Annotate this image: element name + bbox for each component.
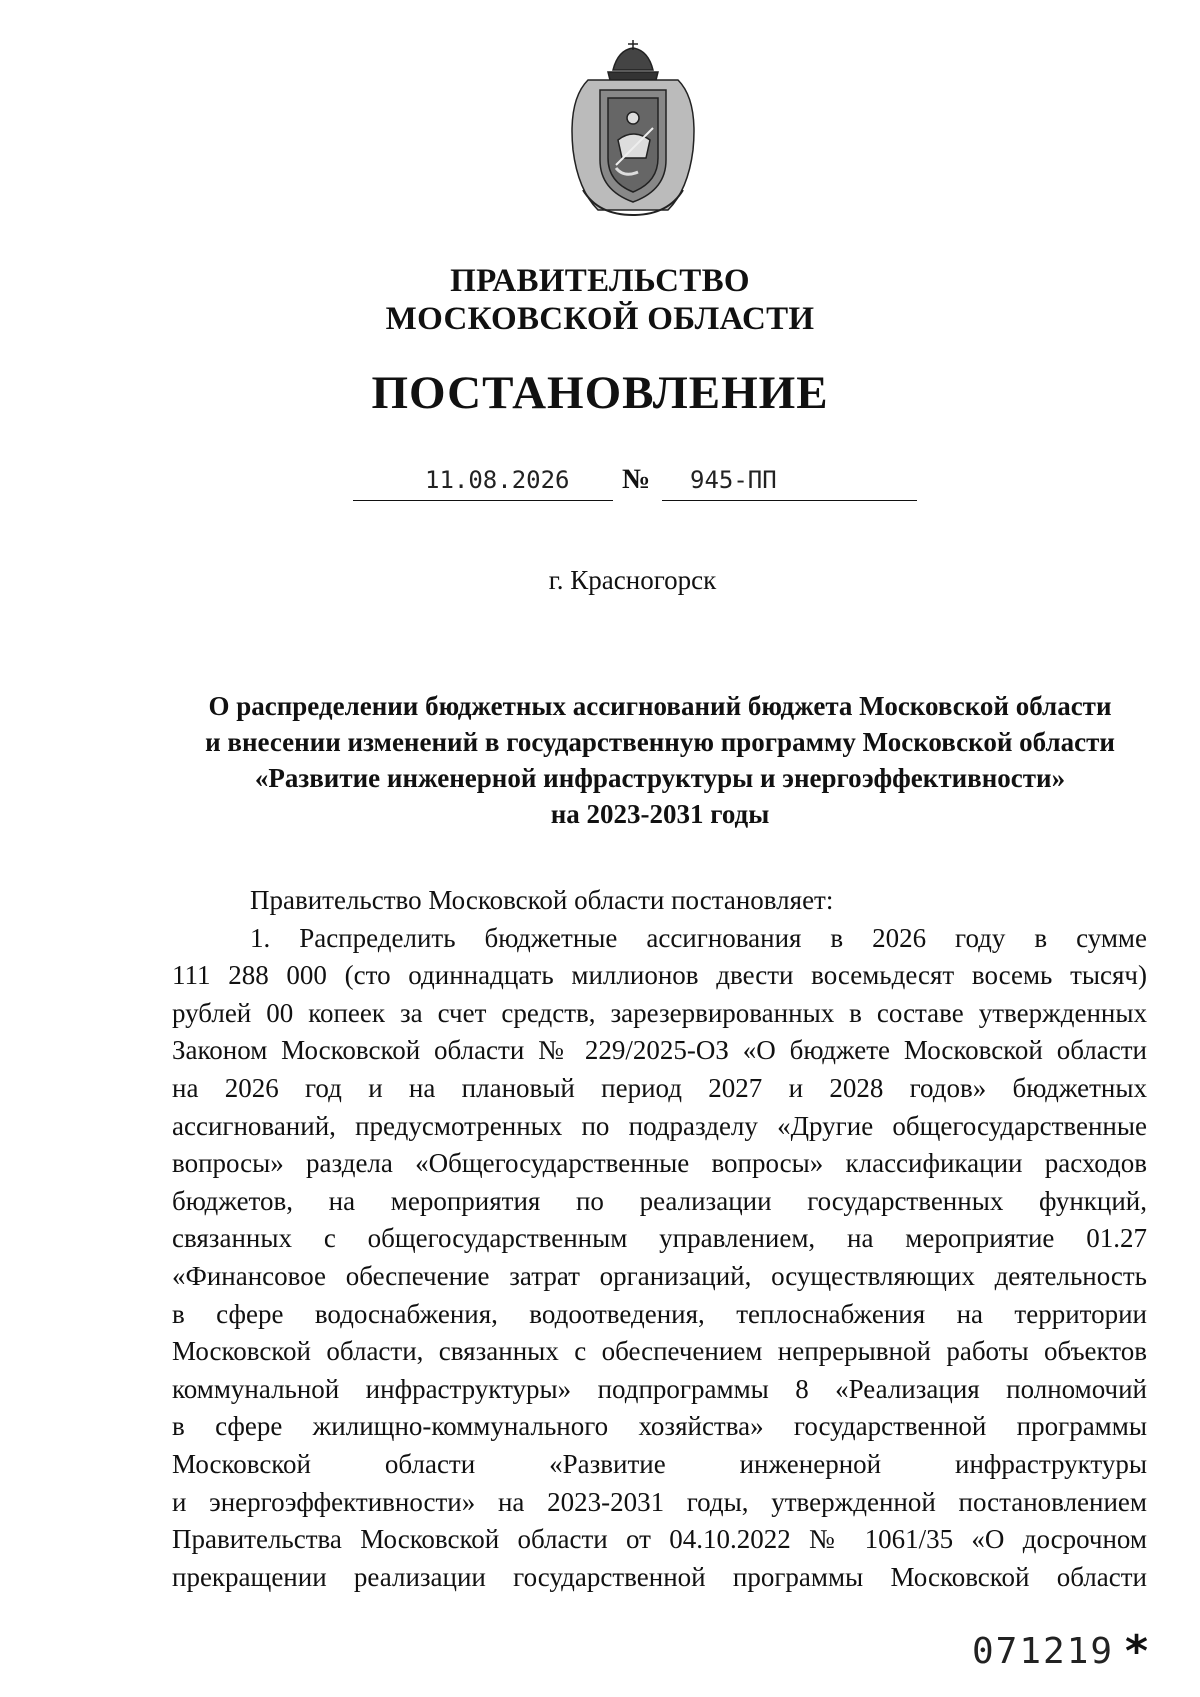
body-line: бюджетов, на мероприятия по реализации государственных функций,	[172, 1185, 1147, 1216]
body-line: в сфере водоснабжения, водоотведения, теплоснабжения на территории	[172, 1298, 1147, 1329]
date-field	[353, 460, 613, 501]
authority-name-line1: ПРАВИТЕЛЬСТВО	[450, 263, 750, 299]
body-line: Правительства Московской области от 04.10.2022 № 1061/35 «О досрочном	[172, 1524, 1147, 1555]
body-line: 1. Распределить бюджетные ассигнования в 2026 году в сумме	[250, 922, 1147, 953]
city-line: г. Красногорск	[548, 565, 717, 595]
body-line: в сфере жилищно-коммунального хозяйства» государственной программы	[172, 1411, 1147, 1442]
subject-line: и внесении изменений в государственную программу Московской области	[205, 727, 1115, 757]
body-line: Московской области «Развитие инженерной инфраструктуры	[172, 1448, 1147, 1479]
body-line: 111 288 000 (сто одиннадцать миллионов двести восемьдесят восемь тысяч)	[172, 960, 1147, 991]
body-line: Законом Московской области № 229/2025-ОЗ «О бюджете Московской области	[172, 1035, 1147, 1066]
body-line: вопросы» раздела «Общегосударственные вопросы» классификации расходов	[172, 1148, 1147, 1179]
body-line: прекращении реализации государственной программы Московской области	[172, 1561, 1147, 1592]
body-intro-line: Правительство Московской области постановляет:	[250, 885, 834, 915]
body-line: рублей 00 копеек за счет средств, зарезервированных в составе утвержденных	[172, 997, 1147, 1028]
moscow-oblast-coat-of-arms-icon	[558, 40, 708, 220]
body-line: и энергоэффективности» на 2023-2031 годы, утвержденной постановлением	[172, 1486, 1147, 1517]
body-line: Московской области, связанных с обеспечением непрерывной работы объектов	[172, 1336, 1147, 1367]
asterisk-icon: *	[1125, 1626, 1149, 1677]
stamp-number: 071219	[972, 1631, 1115, 1672]
authority-name-line2: МОСКОВСКОЙ ОБЛАСТИ	[385, 301, 815, 337]
document-subject	[175, 688, 1145, 832]
document-type-title: ПОСТАНОВЛЕНИЕ	[371, 367, 829, 419]
number-sign: №	[622, 464, 651, 495]
body-line: связанных с общегосударственным управлением, на мероприятие 01.27	[172, 1223, 1147, 1254]
body-line: на 2026 год и на плановый период 2027 и 2028 годов» бюджетных	[172, 1072, 1147, 1103]
number-field	[662, 460, 917, 501]
subject-line: на 2023-2031 годы	[550, 799, 770, 829]
body-line: ассигнований, предусмотренных по подразделу «Другие общегосударственные	[172, 1110, 1147, 1141]
subject-line: «Развитие инженерной инфраструктуры и энергоэффективности»	[254, 763, 1066, 793]
document-number: 945-ПП	[690, 466, 777, 494]
document-date: 11.08.2026	[425, 466, 570, 494]
body-line: «Финансовое обеспечение затрат организаций, осуществляющих деятельность	[172, 1260, 1147, 1291]
body-line: коммунальной инфраструктуры» подпрограммы 8 «Реализация полномочий	[172, 1373, 1147, 1404]
subject-line: О распределении бюджетных ассигнований бюджета Московской области	[208, 691, 1112, 721]
document-body	[172, 882, 1147, 1596]
